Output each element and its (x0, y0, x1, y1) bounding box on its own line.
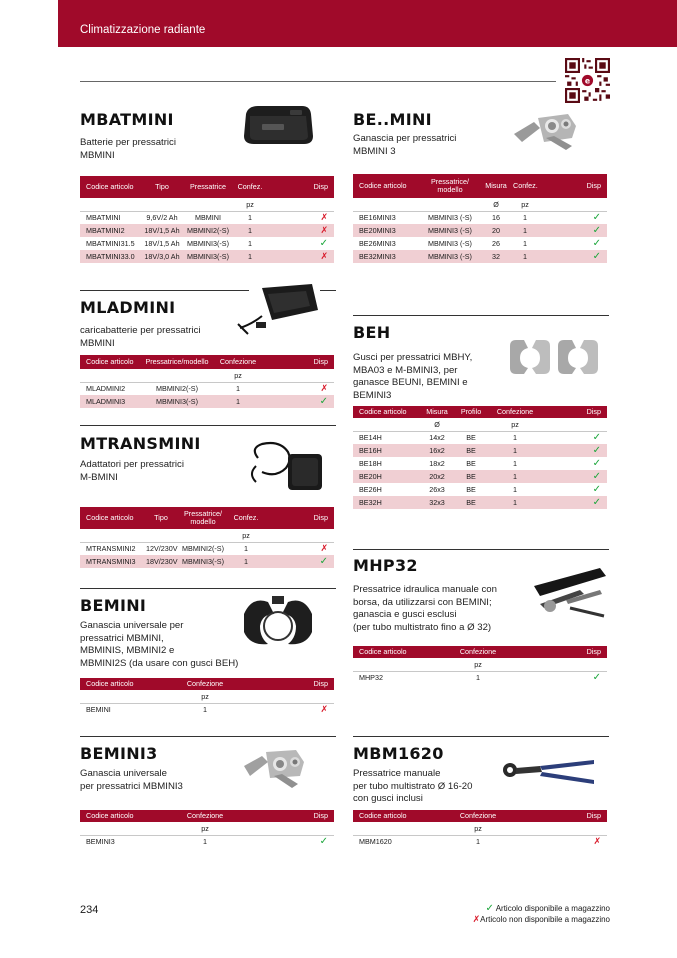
pack-cell: 1 (523, 239, 527, 248)
table-row (80, 211, 334, 224)
pack-cell: 1 (248, 213, 252, 223)
code-cell: BE32H (353, 496, 419, 509)
mbm1620-desc: Pressatrice manuale per tubo multistrato Ø 16-20 con gusci inclusi (353, 768, 473, 804)
unit-cell (80, 198, 142, 211)
availability-legend (473, 903, 610, 925)
press-cell: MBMINI3(-S) (182, 250, 234, 263)
code-cell: MBM1620 (359, 837, 392, 847)
type-cell: 9,6V/2 Ah (146, 213, 178, 223)
code-cell: BEMINI3 (86, 837, 115, 847)
beh-title: BEH (353, 323, 391, 342)
unit-cell: Ø (419, 418, 455, 431)
col-header: Tipo (142, 176, 182, 198)
cross-icon: ✗ (320, 225, 328, 235)
table-row (353, 483, 607, 496)
col-header: Tipo (144, 507, 178, 529)
code-cell: MHP32 (359, 673, 383, 683)
col-header: Pressatrice (182, 176, 234, 198)
table-row (353, 444, 607, 457)
pack-cell: 1 (236, 384, 240, 394)
unit-cell: pz (433, 658, 523, 671)
bemini3-table (80, 810, 334, 848)
manual-press-image (500, 756, 596, 786)
page-number: 234 (80, 904, 99, 916)
check-icon: ✓ (592, 251, 601, 262)
check-icon: ✓ (319, 556, 328, 567)
mladmini-desc: caricabatterie per pressatrici MBMINI (80, 325, 201, 349)
top-divider (80, 81, 556, 82)
col-header: Confezione (487, 406, 543, 418)
qr-code (565, 58, 610, 103)
col-header: Disp (264, 355, 334, 369)
col-header: Confezione (433, 646, 523, 658)
profile-cell: BE (455, 444, 487, 457)
mhp32-title: MHP32 (353, 556, 418, 575)
pack-cell: 1 (487, 470, 543, 483)
check-icon: ✓ (592, 238, 601, 249)
profile-cell: BE (455, 496, 487, 509)
cross-icon: ✗ (320, 251, 328, 261)
section-divider (353, 736, 609, 737)
model-cell: MBMINI3 (-S) (419, 224, 481, 237)
header-title: Climatizzazione radiante (80, 24, 206, 36)
mbm1620-table (353, 810, 607, 848)
profile-cell: BE (466, 433, 476, 443)
svg-text:e: e (584, 76, 591, 86)
pack-cell: 1 (513, 459, 517, 468)
code-cell: BE32MINI3 (353, 250, 419, 263)
table-row (80, 835, 334, 848)
press-cell: MBMINI2(-S) (182, 224, 234, 237)
code-cell: MBATMINI33.0 (80, 250, 142, 263)
bemini-title: BEMINI (80, 596, 147, 615)
col-header: Codice articolo (80, 507, 144, 529)
table-row (80, 382, 334, 395)
table-row (80, 237, 334, 250)
table-row (80, 224, 334, 237)
size-cell: 32 (481, 250, 511, 263)
code-cell: BE20MINI3 (353, 224, 419, 237)
bemini-jaw-desc: Ganascia per pressatrici MBMINI 3 (353, 133, 457, 157)
section-divider (353, 315, 609, 316)
table-row (353, 470, 607, 483)
pack-cell: 1 (212, 395, 264, 408)
unit-cell (523, 658, 607, 671)
unit-cell (142, 369, 212, 382)
code-cell: MLADMINI2 (86, 384, 126, 394)
unit-cell (455, 418, 487, 431)
table-row (80, 250, 334, 263)
type-cell: 18V/3,0 Ah (142, 250, 182, 263)
mtransmini-title: MTRANSMINI (80, 434, 201, 453)
cross-icon: ✗ (320, 383, 328, 394)
unit-cell: pz (160, 690, 250, 703)
pack-cell: 1 (248, 239, 252, 248)
col-header: Disp (266, 176, 334, 198)
cross-icon: ✗ (320, 704, 328, 715)
unit-cell (144, 529, 178, 542)
beh-desc: Gusci per pressatrici MBHY, MBA03 e M-BMINI3, per ganasce BEUNI, BEMINI e BEMINI3 (353, 352, 473, 401)
section-divider (80, 425, 336, 426)
unit-cell (80, 690, 160, 703)
type-cell: 18V/230V (146, 557, 178, 566)
unit-cell (353, 822, 433, 835)
size-cell: 14x2 (429, 433, 445, 443)
col-header: Codice articolo (80, 810, 160, 822)
col-header: Codice articolo (353, 174, 419, 198)
charger-image (232, 280, 324, 340)
hydraulic-press-image (530, 566, 610, 622)
unit-cell (539, 198, 607, 211)
bemini-jaw-title: BE..MINI (353, 110, 432, 129)
unit-cell (419, 198, 481, 211)
col-header: Profilo (455, 406, 487, 418)
legend-unavailable: Articolo non disponibile a magazzino (480, 915, 610, 924)
section-divider (80, 736, 336, 737)
col-header: Confezione (212, 355, 264, 369)
cross-icon: ✗ (593, 836, 601, 847)
press-cell: MBMINI2(-S) (182, 544, 224, 554)
model-cell: MBMINI3 (-S) (428, 213, 472, 223)
press-cell: MBMINI3(-S) (187, 239, 229, 248)
press-cell: MBMINI (195, 213, 221, 223)
unit-cell: pz (487, 418, 543, 431)
size-cell: 32x3 (419, 496, 455, 509)
size-cell: 20x2 (419, 470, 455, 483)
pack-cell: 1 (487, 444, 543, 457)
col-header: Pressatrice/ modello (178, 507, 228, 529)
check-icon: ✓ (319, 396, 328, 407)
cross-icon: ✗ (320, 212, 328, 223)
legend-available: Articolo disponibile a magazzino (495, 904, 610, 913)
unit-cell (264, 369, 334, 382)
col-header: Pressatrice/ modello (419, 174, 481, 198)
col-header: Confezione (160, 810, 250, 822)
code-cell: BEMINI (86, 705, 111, 715)
pack-cell: 1 (203, 705, 207, 715)
unit-cell: pz (511, 198, 539, 211)
code-cell: BE16H (353, 444, 419, 457)
cross-icon: ✗ (320, 543, 328, 554)
code-cell: MLADMINI3 (80, 395, 142, 408)
unit-cell: pz (433, 822, 523, 835)
col-header: Disp (543, 406, 607, 418)
check-icon: ✓ (592, 445, 601, 456)
check-icon: ✓ (319, 836, 328, 848)
bemini-table (80, 678, 334, 716)
check-icon: ✓ (592, 497, 601, 508)
pack-cell: 1 (234, 224, 266, 237)
col-header: Disp (264, 507, 334, 529)
mladmini-table (80, 355, 334, 408)
unit-cell (523, 822, 607, 835)
unit-cell (353, 418, 419, 431)
mbatmini-desc: Batterie per pressatrici MBMINI (80, 137, 176, 161)
mbm1620-title: MBM1620 (353, 744, 444, 763)
unit-cell (250, 822, 334, 835)
adapter-image (246, 438, 326, 494)
pack-cell: 1 (476, 837, 480, 847)
unit-cell: pz (160, 822, 250, 835)
code-cell: BE14H (359, 433, 382, 443)
press-cell: MBMINI3(-S) (178, 555, 228, 568)
col-header: Codice articolo (80, 176, 142, 198)
code-cell: MTRANSMINI2 (86, 544, 136, 554)
col-header: Disp (523, 646, 607, 658)
profile-cell: BE (466, 459, 476, 468)
pack-cell: 1 (513, 485, 517, 494)
table-row (353, 496, 607, 509)
size-cell: 20 (481, 224, 511, 237)
pack-cell: 1 (487, 496, 543, 509)
cross-icon: ✗ (472, 914, 481, 924)
pack-cell: 1 (476, 673, 480, 683)
universal-jaw-image (238, 592, 318, 650)
code-cell: MTRANSMINI3 (80, 555, 144, 568)
unit-cell (80, 369, 142, 382)
pack-cell: 1 (244, 544, 248, 554)
pack-cell: 1 (511, 250, 539, 263)
table-row (353, 431, 607, 444)
code-cell: BE26MINI3 (359, 239, 396, 248)
col-header: Misura (419, 406, 455, 418)
unit-cell (353, 198, 419, 211)
type-cell: 18V/1,5 Ah (144, 239, 180, 248)
col-header: Codice articolo (80, 678, 160, 690)
code-cell: MBATMINI31.5 (86, 239, 135, 248)
pack-cell: 1 (511, 224, 539, 237)
unit-cell: pz (228, 529, 264, 542)
bemini-desc: Ganascia universale per pressatrici MBMINI, MBMINIS, MBMINI2 e MBMINI2S (da usare con gusci BEH) (80, 620, 239, 669)
table-row (80, 542, 334, 555)
mbatmini-title: MBATMINI (80, 110, 174, 129)
profile-cell: BE (455, 470, 487, 483)
check-icon: ✓ (592, 672, 601, 684)
unit-cell (353, 658, 433, 671)
table-row (80, 555, 334, 568)
col-header: Misura (481, 174, 511, 198)
table-row (80, 703, 334, 716)
table-row (353, 671, 607, 684)
check-icon: ✓ (485, 903, 494, 914)
size-cell: 18x2 (429, 459, 445, 468)
col-header: Disp (539, 174, 607, 198)
mhp32-desc: Pressatrice idraulica manuale con borsa, da utilizzarsi con BEMINI; ganascia e gusci esclusi (per tubo multistrato fino a Ø 32) (353, 584, 497, 633)
code-cell: BE20H (353, 470, 419, 483)
unit-cell (182, 198, 234, 211)
model-cell: MBMINI3(-S) (142, 395, 212, 408)
pack-cell: 1 (523, 213, 527, 223)
check-icon: ✓ (592, 471, 601, 482)
code-cell: BE26H (359, 485, 382, 494)
col-header: Confez. (228, 507, 264, 529)
col-header: Confezione (160, 678, 250, 690)
model-cell: MBMINI2(-S) (156, 384, 198, 394)
size-cell: 26x3 (429, 485, 445, 494)
profile-cell: BE (466, 485, 476, 494)
header-bar (58, 0, 677, 47)
check-icon: ✓ (592, 458, 601, 469)
unit-cell (264, 529, 334, 542)
bemini3-title: BEMINI3 (80, 744, 158, 763)
size-cell: 16x2 (419, 444, 455, 457)
model-cell: MBMINI3 (-S) (428, 239, 472, 248)
unit-cell (80, 822, 160, 835)
mtransmini-desc: Adattatori per pressatrici M-BMINI (80, 459, 184, 483)
mladmini-title: MLADMINI (80, 298, 176, 317)
unit-cell: Ø (481, 198, 511, 211)
col-header: Pressatrice/modello (142, 355, 212, 369)
mtransmini-table (80, 507, 334, 568)
table-row (353, 457, 607, 470)
table-row (80, 395, 334, 408)
pack-cell: 1 (234, 250, 266, 263)
unit-cell (266, 198, 334, 211)
unit-cell (80, 529, 144, 542)
col-header: Codice articolo (80, 355, 142, 369)
unit-cell: pz (234, 198, 266, 211)
bemini-jaw-table (353, 174, 607, 263)
battery-image (240, 102, 316, 150)
col-header: Confez. (511, 174, 539, 198)
col-header: Codice articolo (353, 646, 433, 658)
section-divider (353, 549, 609, 550)
beh-table (353, 406, 607, 509)
code-cell: MBATMINI2 (80, 224, 142, 237)
unit-cell (178, 529, 228, 542)
jaw-image (510, 108, 582, 156)
check-icon: ✓ (592, 225, 601, 236)
bemini3-desc: Ganascia universale per pressatrici MBMINI3 (80, 768, 183, 792)
shells-image (508, 338, 600, 376)
col-header: Codice articolo (353, 406, 419, 418)
type-cell: 18V/1,5 Ah (142, 224, 182, 237)
col-header: Confezione (433, 810, 523, 822)
table-row (353, 835, 607, 848)
unit-cell (142, 198, 182, 211)
unit-cell (250, 690, 334, 703)
code-cell: MBATMINI (86, 213, 121, 223)
check-icon: ✓ (319, 238, 328, 249)
col-header: Disp (523, 810, 607, 822)
check-icon: ✓ (592, 432, 601, 444)
unit-cell (543, 418, 607, 431)
type-cell: 12V/230V (146, 544, 178, 554)
code-cell: BE18H (359, 459, 382, 468)
check-icon: ✓ (592, 484, 601, 495)
col-header: Codice articolo (353, 810, 433, 822)
col-header: Disp (250, 678, 334, 690)
section-divider (80, 290, 249, 291)
pack-cell: 1 (228, 555, 264, 568)
size-cell: 16 (492, 213, 500, 223)
section-divider (80, 588, 336, 589)
table-row (353, 250, 607, 263)
col-header: Disp (250, 810, 334, 822)
check-icon: ✓ (592, 212, 601, 224)
table-row (353, 237, 607, 250)
size-cell: 26 (492, 239, 500, 248)
pack-cell: 1 (203, 837, 207, 847)
table-row (353, 211, 607, 224)
code-cell: BE16MINI3 (359, 213, 396, 223)
pack-cell: 1 (513, 433, 517, 443)
mhp32-table (353, 646, 607, 684)
unit-cell: pz (212, 369, 264, 382)
model-cell: MBMINI3 (-S) (419, 250, 481, 263)
col-header: Confez. (234, 176, 266, 198)
mbatmini-table (80, 176, 334, 263)
jaw-mini3-image (240, 746, 316, 794)
table-row (353, 224, 607, 237)
